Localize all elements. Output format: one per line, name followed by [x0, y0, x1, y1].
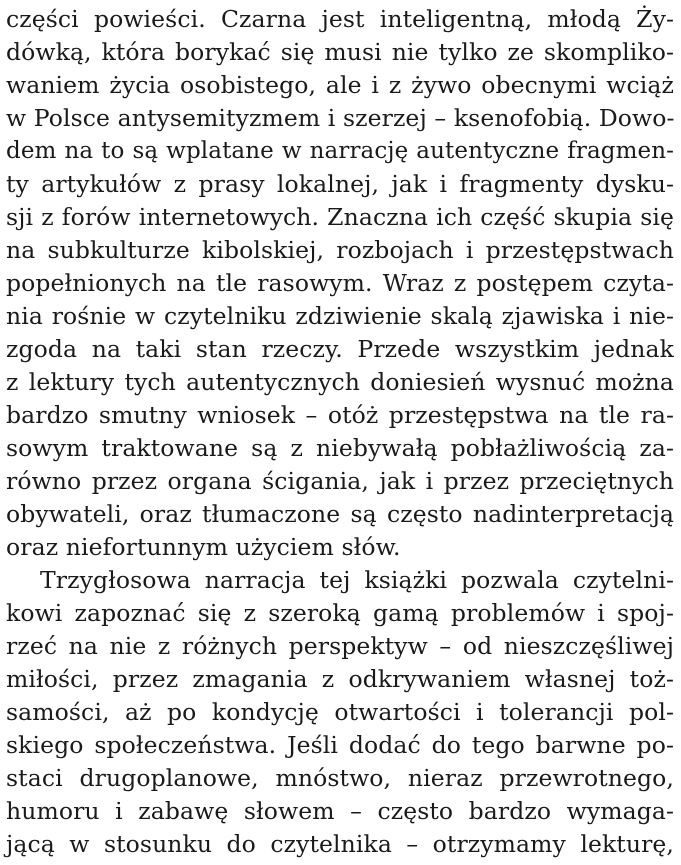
- text-line: humoru i zabawę słowem – często bardzo wymaga-: [6, 797, 674, 825]
- text-line: bardzo smutny wniosek – otóż przestępstwa na tle ra-: [6, 401, 674, 429]
- text-line: skiego społeczeństwa. Jeśli dodać do tego barwne po-: [6, 731, 674, 759]
- text-line: ty artykułów z prasy lokalnej, jak i fragmenty dysku-: [6, 170, 674, 198]
- text-line: miłości, przez zmagania z odkrywaniem własnej toż-: [6, 665, 674, 693]
- text-line: obywateli, oraz tłumaczone są często nadinterpretacją: [6, 500, 674, 528]
- text-line: dówką, która borykać się musi nie tylko ze skompliko-: [6, 38, 674, 66]
- text-line: kowi zapoznać się z szeroką gamą problemów i spoj-: [6, 599, 674, 627]
- text-line: na subkulturze kibolskiej, rozbojach i przestępstwach: [6, 236, 674, 264]
- text-line: sji z forów internetowych. Znaczna ich część skupia się: [6, 203, 674, 231]
- text-line: nia rośnie w czytelniku zdziwienie skalą zjawiska i nie-: [6, 302, 674, 330]
- text-line: z lektury tych autentycznych doniesień wysnuć można: [6, 368, 674, 396]
- text-line: części powieści. Czarna jest inteligentną, młodą Ży-: [6, 5, 674, 33]
- text-line: sowym traktowane są z niebywałą pobłażliwością za-: [6, 434, 674, 462]
- text-line: rzeć na nie z różnych perspektyw – od nieszczęśliwej: [6, 632, 674, 660]
- text-line: zgoda na taki stan rzeczy. Przede wszystkim jednak: [6, 335, 674, 363]
- text-line: jącą w stosunku do czytelnika – otrzymamy lekturę,: [6, 830, 674, 858]
- text-line: waniem życia osobistego, ale i z żywo obecnymi wciąż: [6, 71, 674, 99]
- text-line: Trzygłosowa narracja tej książki pozwala czytelni-: [40, 566, 674, 594]
- text-line: dem na to są wplatane w narrację autentyczne fragmen-: [6, 138, 674, 164]
- text-line: popełnionych na tle rasowym. Wraz z postępem czyta-: [6, 269, 674, 297]
- text-line: oraz niefortunnym użyciem słów.: [6, 533, 401, 561]
- text-line: równo przez organa ścigania, jak i przez przeciętnych: [6, 467, 674, 495]
- text-line: staci drugoplanowe, mnóstwo, nieraz przewrotnego,: [6, 764, 674, 792]
- text-line: samości, aż po kondycję otwartości i tolerancji pol-: [6, 698, 674, 726]
- text-line: w Polsce antysemityzmem i szerzej – ksenofobią. Dowo-: [6, 104, 675, 132]
